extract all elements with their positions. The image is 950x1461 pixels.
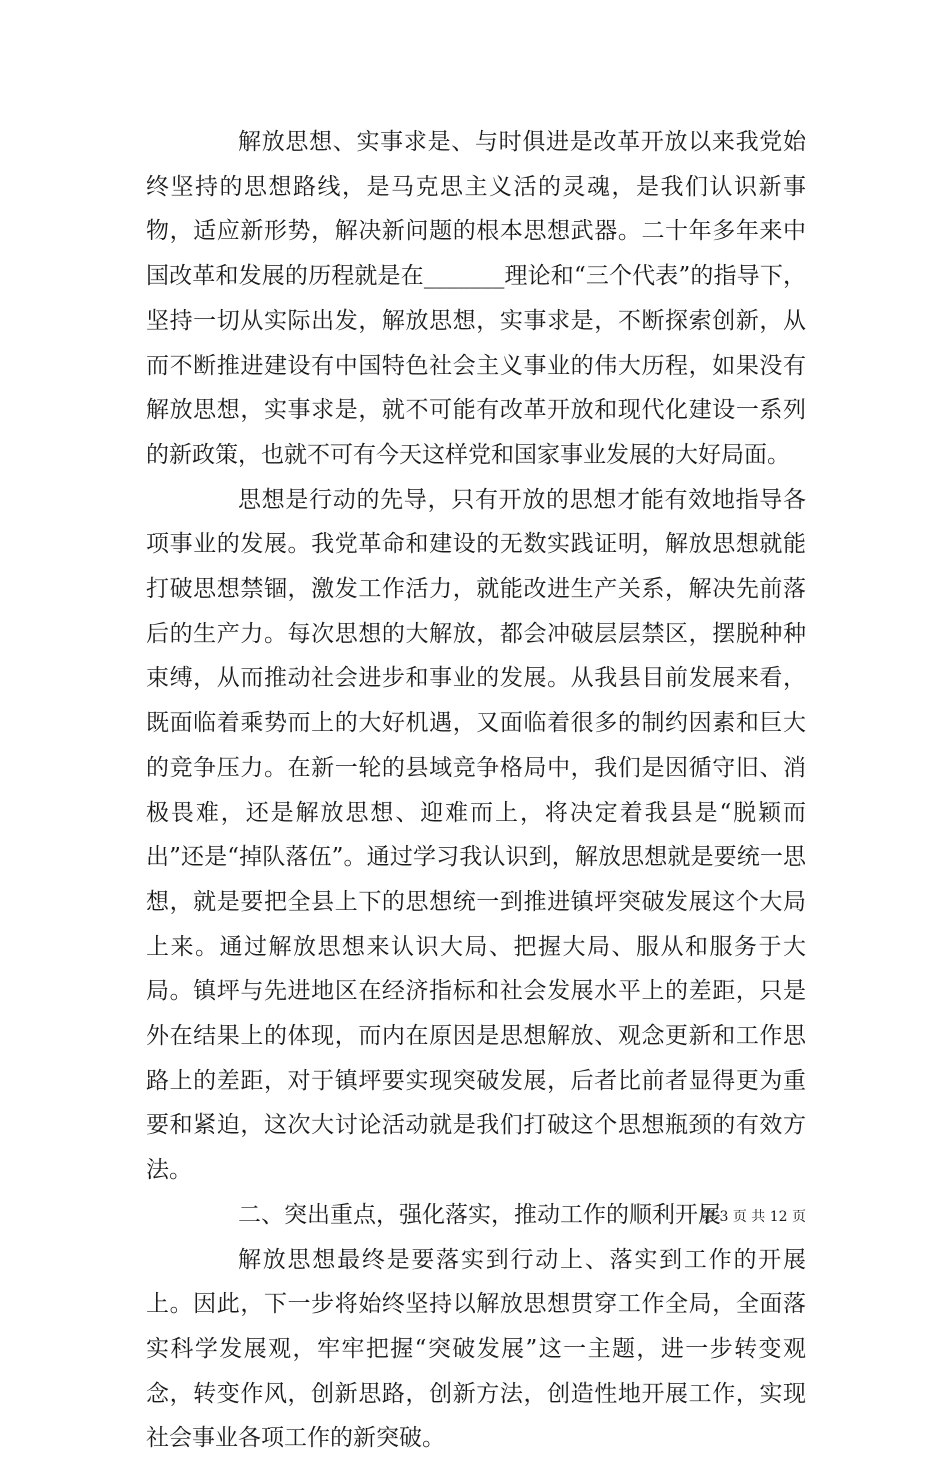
paragraph-3: 解放思想最终是要落实到行动上、落实到工作的开展上。因此，下一步将始终坚持以解放思想贯穿工作全局，全面落实科学发展观，牢牢把握“突破发展”这一主题，进一步转变观念，转变作风，创新思路，创新方法，创造性地开展工作，实现社会事业各项工作的新突破。 bbox=[146, 1246, 806, 1452]
paragraph-2: 思想是行动的先导，只有开放的思想才能有效地指导各项事业的发展。我党革命和建设的无数实践证明，解放思想就能打破思想禁锢，激发工作活力，就能改进生产关系，解决先前落后的生产力。每次思想的大解放，都会冲破层层禁区，摆脱种种束缚，从而推动社会进步和事业的发展。从我县目前发展来看，既面临着乘势而上的大好机遇，又面临着很多的制约因素和巨大的竞争压力。在新一轮的县域竞争格局中，我们是因循守旧、消极畏难，还是解放思想、迎难而上，将决定着我县是“脱颖而出”还是“掉队落伍”。通过学习我认识到，解放思想就是要统一思想，就是要把全县上下的思想统一到推进镇坪突破发展这个大局上来。通过解放思想来认识大局、把握大局、服从和服务于大局。镇坪与先进地区在经济指标和社会发展水平上的差距，只是外在结果上的体现，而内在原因是思想解放、观念更新和工作思路上的差距，对于镇坪要实现突破发展，后者比前者显得更为重要和紧迫，这次大讨论活动就是我们打破这个思想瓶颈的有效方法。 bbox=[146, 486, 806, 1184]
page-number: 第 3 页 共 12 页 bbox=[701, 1209, 806, 1225]
document-body bbox=[146, 120, 806, 1461]
paragraph-1: 解放思想、实事求是、与时俱进是改革开放以来我党始终坚持的思想路线，是马克思主义活的灵魂，是我们认识新事物，适应新形势，解决新问题的根本思想武器。二十年多年来中国改革和发展的历程就是在_______理论和“三个代表”的指导下，坚持一切从实际出发，解放思想，实事求是，不断探索创新，从而不断推进建设有中国特色社会主义事业的伟大历程，如果没有解放思想，实事求是，就不可能有改革开放和现代化建设一系列的新政策，也就不可有今天这样党和国家事业发展的大好局面。 bbox=[146, 129, 806, 468]
section-heading: 二、突出重点，强化落实，推动工作的顺利开展 bbox=[238, 1201, 721, 1228]
